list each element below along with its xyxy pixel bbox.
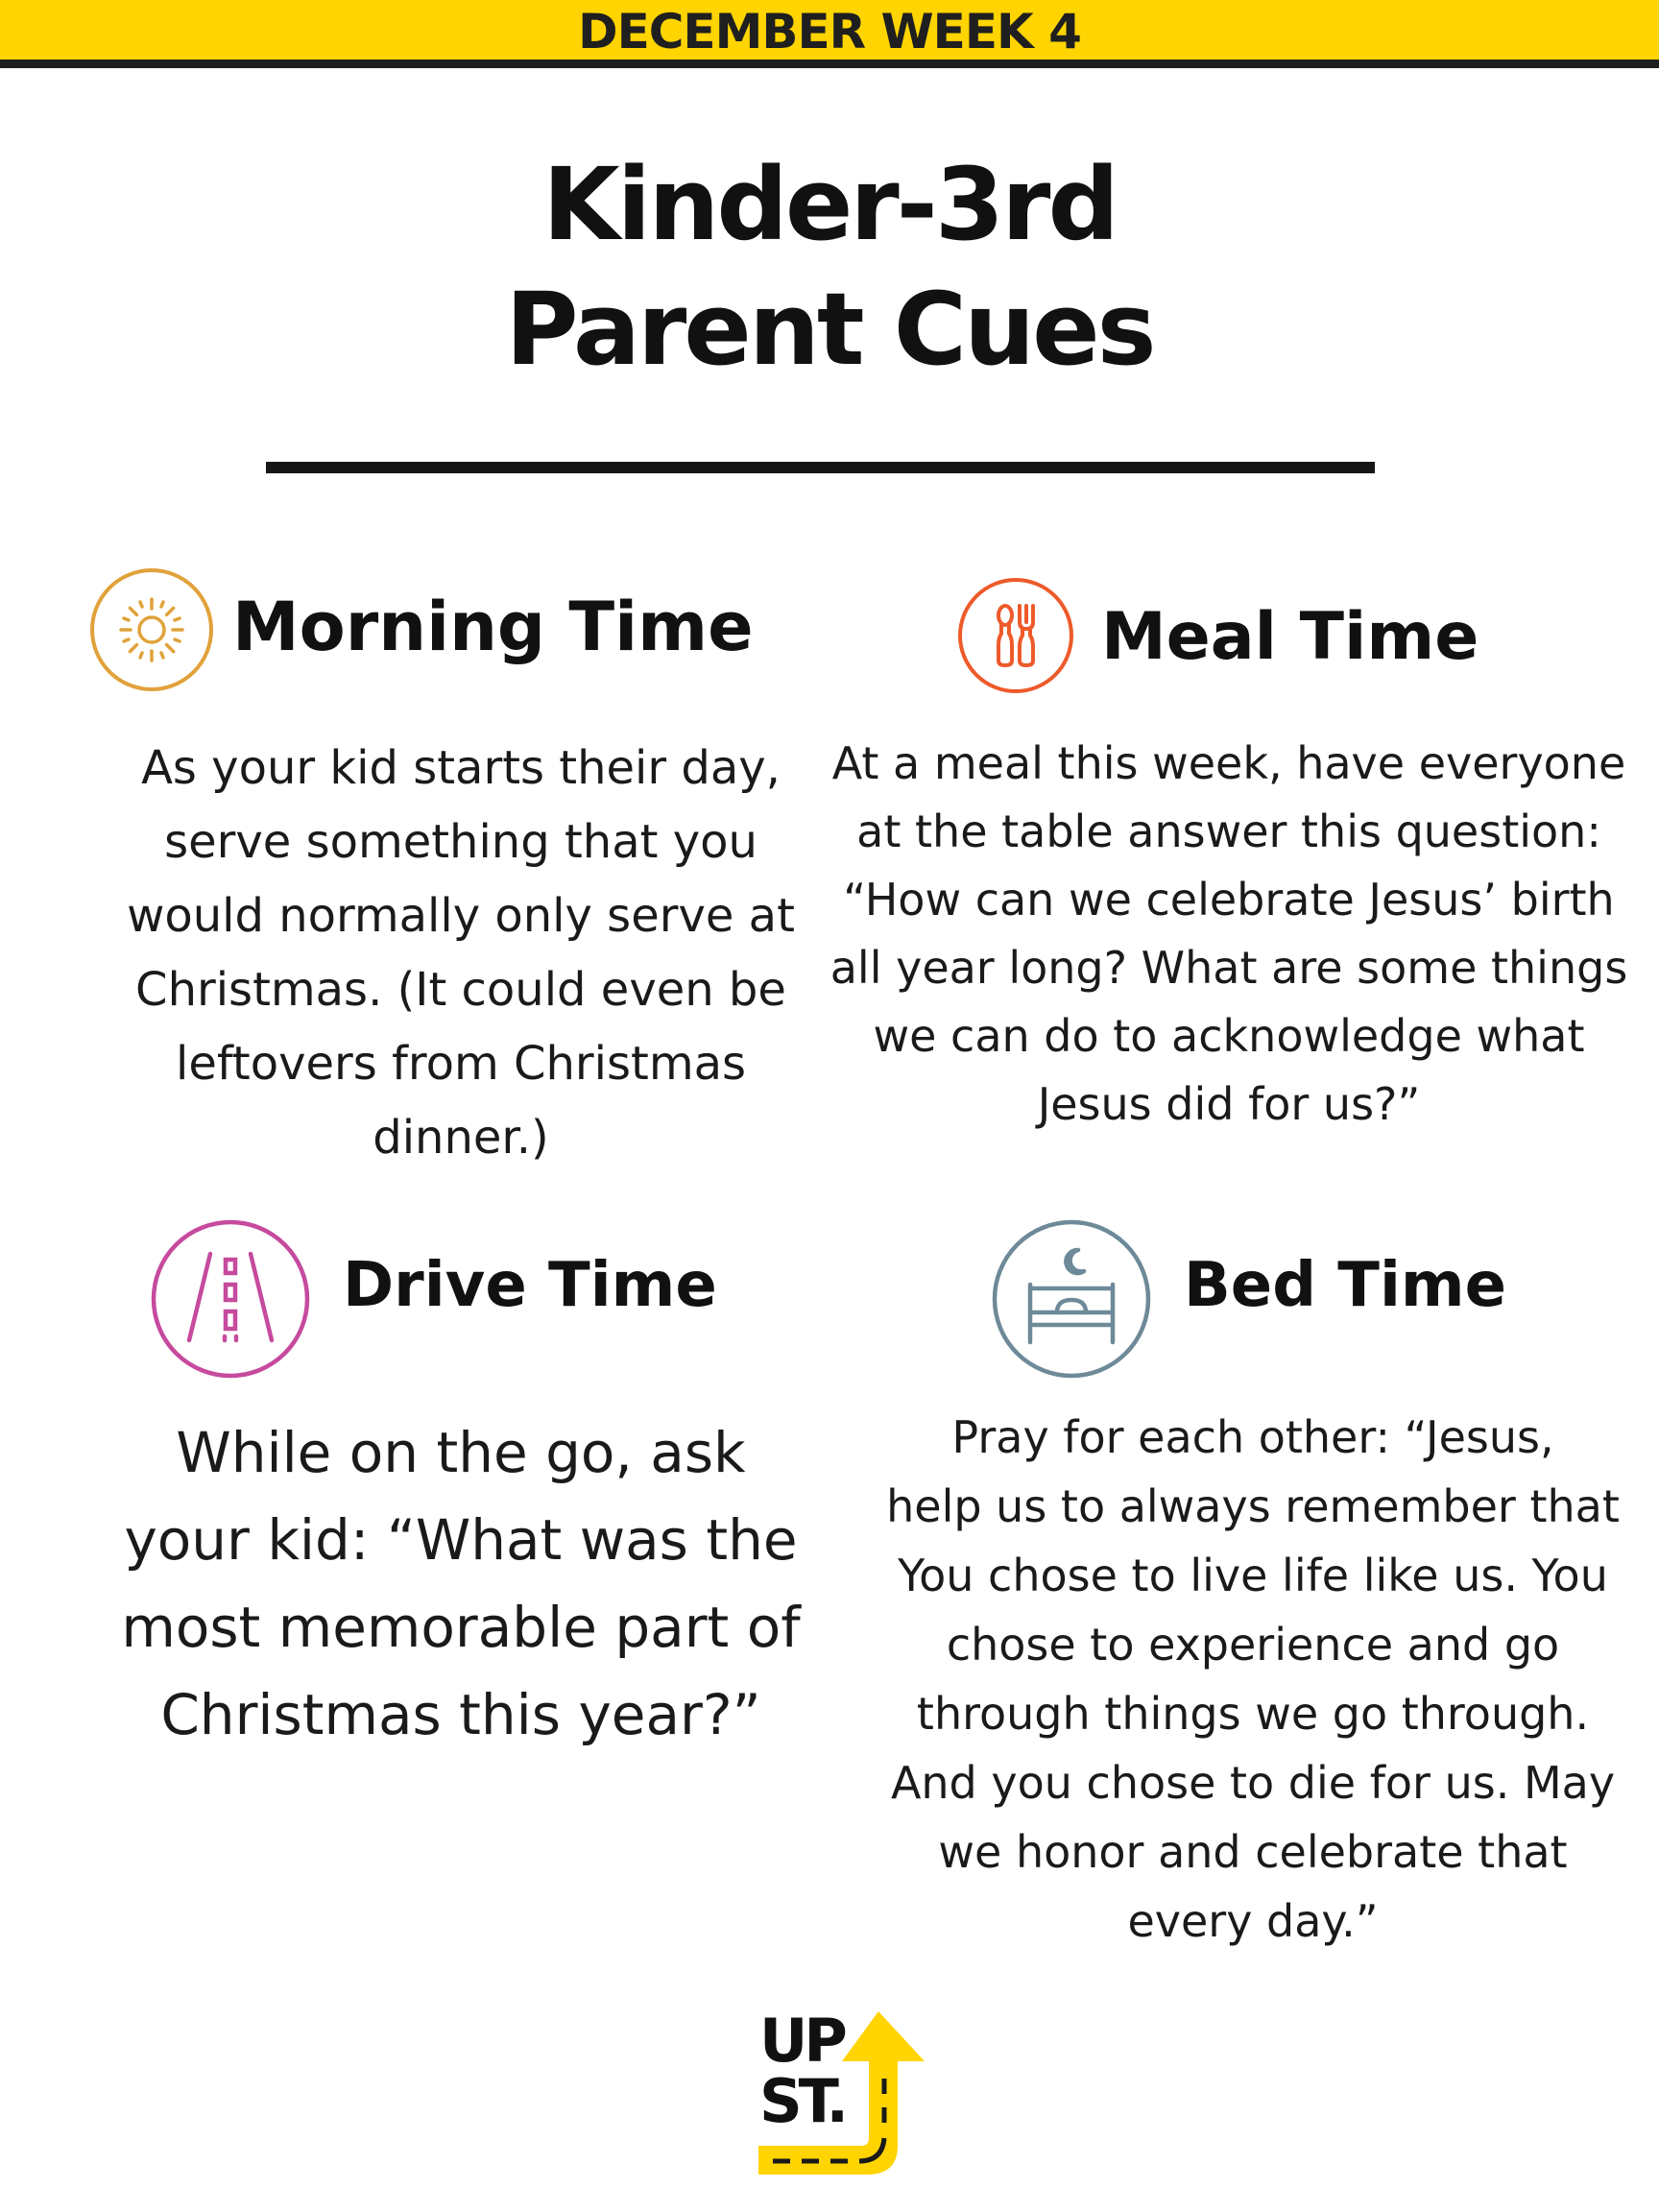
banner-label: DECEMBER WEEK 4 [578, 4, 1081, 60]
morning-line: leftovers from Christmas [175, 1037, 747, 1091]
morning-line: would normally only serve at [127, 889, 795, 943]
drive-line: most memorable part of [121, 1595, 801, 1660]
morning-time-heading: Morning Time [232, 588, 754, 666]
page-title-line-2: Parent Cues [505, 271, 1154, 388]
sun-icon [88, 566, 215, 693]
page-title-line-1: Kinder-3rd [542, 146, 1117, 263]
meal-line: at the table answer this question: [856, 805, 1601, 857]
meal-line: Jesus did for us?” [1037, 1078, 1421, 1130]
title-divider [266, 462, 1375, 473]
bed-line: through things we go through. [916, 1688, 1590, 1740]
top-banner [0, 0, 1659, 68]
meal-line: At a meal this week, have everyone [831, 737, 1626, 789]
road-icon [149, 1217, 312, 1381]
morning-line: dinner.) [373, 1111, 549, 1165]
morning-line: serve something that you [164, 815, 757, 869]
drive-line: your kid: “What was the [124, 1507, 798, 1573]
morning-line: Christmas. (It could even be [135, 963, 786, 1017]
bed-time-text [854, 1403, 1651, 1956]
drive-time-text [96, 1409, 826, 1759]
drive-time-heading: Drive Time [343, 1250, 717, 1321]
meal-line: all year long? What are some things [830, 942, 1628, 994]
bed-line: we honor and celebrate that [938, 1826, 1568, 1878]
bed-line: You chose to live life like us. You [898, 1550, 1608, 1601]
logo-text-st: ST. [759, 2066, 846, 2136]
utensils-icon [956, 576, 1075, 695]
morning-time-text [96, 732, 826, 1175]
upstreet-logo [754, 2002, 936, 2184]
drive-line: Christmas this year?” [160, 1682, 761, 1747]
meal-line: we can do to acknowledge what [873, 1010, 1585, 1062]
meal-time-heading: Meal Time [1101, 599, 1479, 675]
bed-line: help us to always remember that [886, 1480, 1620, 1532]
bed-line: chose to experience and go [946, 1619, 1560, 1671]
morning-line: As your kid starts their day, [141, 741, 781, 795]
bed-line: every day.” [1127, 1895, 1379, 1947]
bed-icon [990, 1217, 1153, 1381]
bed-line: And you chose to die for us. May [890, 1757, 1616, 1809]
bed-time-heading: Bed Time [1184, 1250, 1506, 1321]
drive-line: While on the go, ask [176, 1420, 746, 1485]
meal-time-text [826, 730, 1632, 1139]
bed-line: Pray for each other: “Jesus, [951, 1411, 1554, 1463]
logo-text-up: UP [759, 2006, 844, 2076]
meal-line: “How can we celebrate Jesus’ birth [843, 874, 1615, 926]
